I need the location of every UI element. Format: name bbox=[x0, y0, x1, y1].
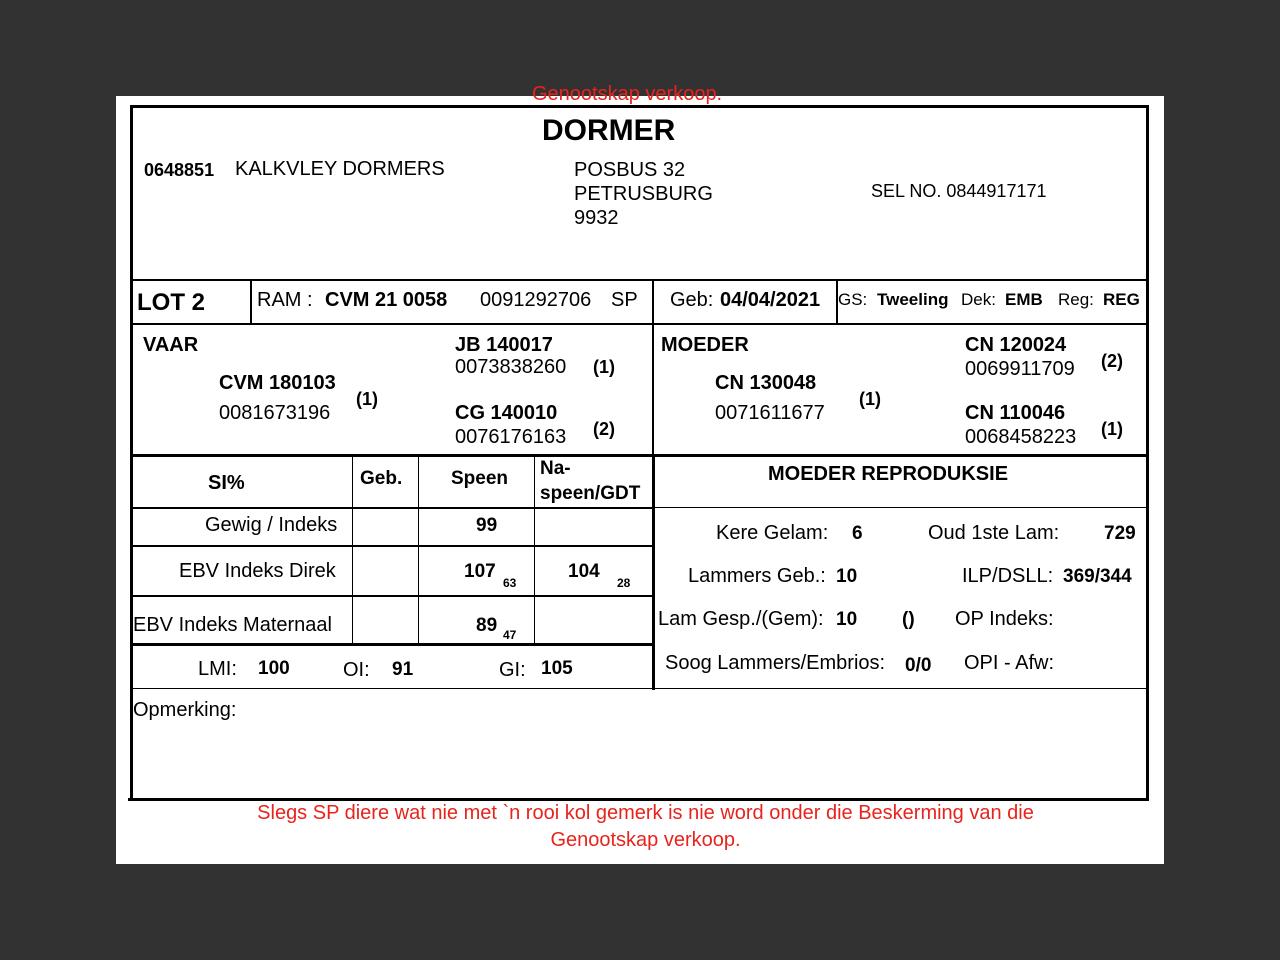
dam-sire-number: 0069911709 bbox=[965, 358, 1075, 380]
gi-value: 105 bbox=[541, 658, 573, 679]
ram-grade: SP bbox=[611, 289, 638, 311]
naspeen-header-line: Na- bbox=[540, 458, 571, 479]
lot-label: LOT 2 bbox=[137, 289, 206, 316]
gewig-speen: 99 bbox=[476, 515, 498, 536]
divider bbox=[652, 280, 654, 454]
address-line: PETRUSBURG bbox=[574, 183, 713, 205]
naspeen-header-line: speen/GDT bbox=[540, 483, 641, 504]
address-line: 9932 bbox=[574, 207, 619, 229]
divider bbox=[534, 456, 535, 645]
divider bbox=[652, 507, 1148, 508]
geb-header: Geb. bbox=[360, 468, 403, 489]
direk-speen-sub: 63 bbox=[503, 576, 517, 590]
maternaal-speen-sub: 47 bbox=[503, 628, 517, 642]
gs-label: GS: bbox=[838, 290, 868, 309]
divider bbox=[132, 688, 1148, 689]
divider bbox=[250, 280, 252, 324]
oud-value: 729 bbox=[1104, 523, 1136, 544]
dam-dam-mark: (1) bbox=[1101, 419, 1123, 439]
sire-sire-mark: (1) bbox=[593, 357, 615, 377]
sire-id: CVM 180103 bbox=[219, 372, 336, 394]
speen-header: Speen bbox=[451, 468, 509, 489]
lam-gesp-label: Lam Gesp./(Gem): bbox=[658, 608, 824, 630]
row-label-direk: EBV Indeks Direk bbox=[179, 560, 336, 582]
divider bbox=[132, 595, 655, 597]
ram-label: RAM : bbox=[257, 289, 313, 311]
soog-value: 0/0 bbox=[905, 655, 932, 676]
sire-dam-id: CG 140010 bbox=[455, 402, 558, 424]
divider bbox=[132, 507, 655, 509]
breeder-code: 0648851 bbox=[144, 160, 215, 180]
kere-gelam-value: 6 bbox=[852, 523, 863, 544]
lmi-label: LMI: bbox=[198, 658, 237, 680]
geb-date: 04/04/2021 bbox=[720, 289, 821, 311]
divider bbox=[652, 454, 655, 690]
oud-label: Oud 1ste Lam: bbox=[928, 522, 1060, 544]
direk-naspeen-sub: 28 bbox=[617, 576, 631, 590]
reproduction-title: MOEDER REPRODUKSIE bbox=[768, 463, 1009, 485]
sire-dam-number: 0076176163 bbox=[455, 426, 567, 448]
remarks-label: Opmerking: bbox=[133, 699, 237, 721]
breed-title: DORMER bbox=[542, 114, 676, 147]
footer-line: Slegs SP diere wat nie met `n rooi kol gemerk is nie word onder die Beskerming van die bbox=[257, 802, 1034, 824]
vaar-label: VAAR bbox=[143, 334, 199, 356]
reg-label: Reg: bbox=[1058, 290, 1094, 309]
opi-label: OPI - Afw: bbox=[964, 652, 1055, 674]
geb-label: Geb: bbox=[670, 289, 714, 311]
lam-gesp-value: 10 bbox=[836, 609, 858, 630]
divider bbox=[132, 545, 655, 547]
si-header: SI% bbox=[208, 472, 245, 494]
ram-number: 0091292706 bbox=[480, 289, 592, 311]
divider bbox=[352, 456, 353, 645]
frame-left bbox=[130, 105, 133, 801]
divider bbox=[132, 323, 1148, 325]
sire-sire-id: JB 140017 bbox=[455, 334, 553, 356]
frame-top bbox=[130, 105, 1148, 108]
sire-sire-number: 0073838260 bbox=[455, 356, 567, 378]
divider bbox=[418, 456, 419, 645]
reg-value: REG bbox=[1103, 290, 1140, 309]
kere-gelam-label: Kere Gelam: bbox=[716, 522, 829, 544]
ilp-value: 369/344 bbox=[1063, 566, 1132, 587]
row-label-gewig: Gewig / Indeks bbox=[205, 514, 338, 536]
sire-dam-mark: (2) bbox=[593, 419, 615, 439]
sire-number: 0081673196 bbox=[219, 402, 331, 424]
direk-naspeen: 104 bbox=[568, 561, 600, 582]
dam-dam-number: 0068458223 bbox=[965, 426, 1077, 448]
ilp-label: ILP/DSLL: bbox=[962, 565, 1054, 587]
op-label: OP Indeks: bbox=[955, 608, 1054, 630]
footer-line: Genootskap verkoop. bbox=[550, 829, 741, 851]
oi-value: 91 bbox=[392, 659, 414, 680]
dek-label: Dek: bbox=[961, 290, 996, 309]
oi-label: OI: bbox=[343, 659, 370, 681]
sire-mark: (1) bbox=[356, 389, 378, 409]
dam-mark: (1) bbox=[859, 389, 881, 409]
moeder-label: MOEDER bbox=[661, 334, 749, 356]
frame-right bbox=[1146, 105, 1149, 801]
sel-value: 0844917171 bbox=[946, 181, 1047, 201]
lammers-geb-label: Lammers Geb.: bbox=[688, 565, 826, 587]
direk-speen: 107 bbox=[464, 561, 496, 582]
footer-note bbox=[116, 800, 1175, 854]
lammers-geb-value: 10 bbox=[836, 566, 858, 587]
maternaal-speen: 89 bbox=[476, 615, 498, 636]
soog-label: Soog Lammers/Embrios: bbox=[665, 652, 886, 674]
sel-number bbox=[871, 181, 1046, 202]
dam-sire-id: CN 120024 bbox=[965, 334, 1067, 356]
divider bbox=[132, 279, 1148, 281]
dek-value: EMB bbox=[1005, 290, 1043, 309]
address-line: POSBUS 32 bbox=[574, 159, 686, 181]
naspeen-header bbox=[540, 456, 640, 506]
gs-value: Tweeling bbox=[877, 290, 949, 309]
dam-dam-id: CN 110046 bbox=[965, 402, 1066, 424]
lam-gesp-gem: () bbox=[902, 609, 915, 630]
row-label-maternaal: EBV Indeks Maternaal bbox=[133, 614, 332, 636]
ram-id: CVM 21 0058 bbox=[325, 289, 448, 311]
dam-id: CN 130048 bbox=[715, 372, 817, 394]
catalog-card-page bbox=[116, 83, 1164, 864]
lmi-value: 100 bbox=[258, 658, 290, 679]
sel-label: SEL NO. bbox=[871, 181, 942, 201]
dam-sire-mark: (2) bbox=[1101, 351, 1123, 371]
gi-label: GI: bbox=[499, 659, 526, 681]
top-cut-note: Genootskap verkoop. bbox=[532, 83, 723, 105]
breeder-address bbox=[574, 158, 713, 230]
divider bbox=[132, 643, 655, 646]
breeder-name: KALKVLEY DORMERS bbox=[235, 158, 445, 180]
dam-number: 0071611677 bbox=[715, 402, 825, 424]
